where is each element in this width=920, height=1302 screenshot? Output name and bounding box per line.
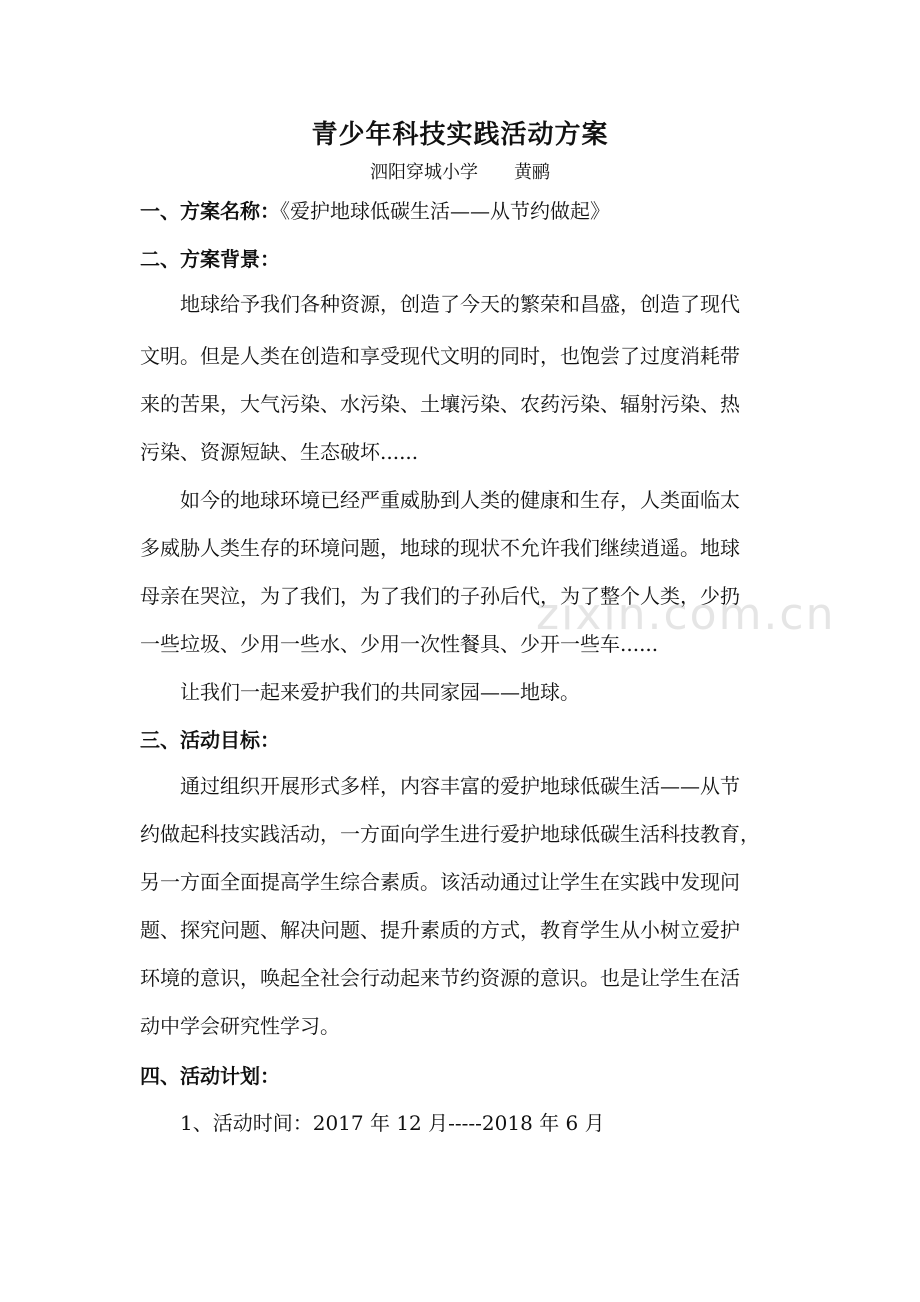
activity-time: 1、活动时间：2017 年 12 月-----2018 年 6 月 (180, 1111, 605, 1135)
paragraph-line: 来的苦果，大气污染、水污染、土壤污染、农药污染、辐射污染、热 (140, 392, 740, 416)
plan-name: 《爱护地球低碳生活——从节约做起》 (280, 199, 610, 223)
paragraph-line: 另一方面全面提高学生综合素质。该活动通过让学生在实践中发现问 (140, 870, 740, 894)
paragraph-line: 通过组织开展形式多样，内容丰富的爱护地球低碳生活——从节 (180, 774, 740, 798)
section-1-heading (140, 196, 610, 226)
paragraph-line: 文明。但是人类在创造和享受现代文明的同时，也饱尝了过度消耗带 (140, 344, 740, 368)
paragraph-line: 题、探究问题、解决问题、提升素质的方式，教育学生从小树立爱护 (140, 918, 740, 942)
section-2-heading: 二、方案背景： (140, 247, 280, 271)
section-1-label: 一、方案名称： (140, 199, 280, 223)
paragraph-line: 动中学会研究性学习。 (140, 1014, 340, 1038)
document-title: 青少年科技实践活动方案 (311, 120, 609, 150)
paragraph-line: 地球给予我们各种资源，创造了今天的繁荣和昌盛，创造了现代 (180, 292, 740, 316)
paragraph-line: 污染、资源短缺、生态破坏...... (140, 440, 419, 464)
watermark: zixin.com.cn (536, 589, 836, 640)
school-name: 泗阳穿城小学 (370, 162, 478, 183)
author-name: 黄鹂 (514, 162, 550, 183)
section-4-heading: 四、活动计划： (140, 1064, 280, 1088)
paragraph-line: 约做起科技实践活动，一方面向学生进行爱护地球低碳生活科技教育， (140, 822, 760, 846)
paragraph-line: 如今的地球环境已经严重威胁到人类的健康和生存，人类面临太 (180, 488, 740, 512)
paragraph-line: 多威胁人类生存的环境问题，地球的现状不允许我们继续逍遥。地球 (140, 536, 740, 560)
paragraph-line: 环境的意识，唤起全社会行动起来节约资源的意识。也是让学生在活 (140, 966, 740, 990)
paragraph-line: 让我们一起来爱护我们的共同家园——地球。 (180, 680, 580, 704)
paragraph-line: 母亲在哭泣，为了我们，为了我们的子孙后代，为了整个人类，少扔 (140, 584, 740, 608)
section-3-heading: 三、活动目标： (140, 728, 280, 752)
paragraph-line: 一些垃圾、少用一些水、少用一次性餐具、少开一些车...... (140, 632, 659, 656)
author-line (0, 160, 920, 186)
